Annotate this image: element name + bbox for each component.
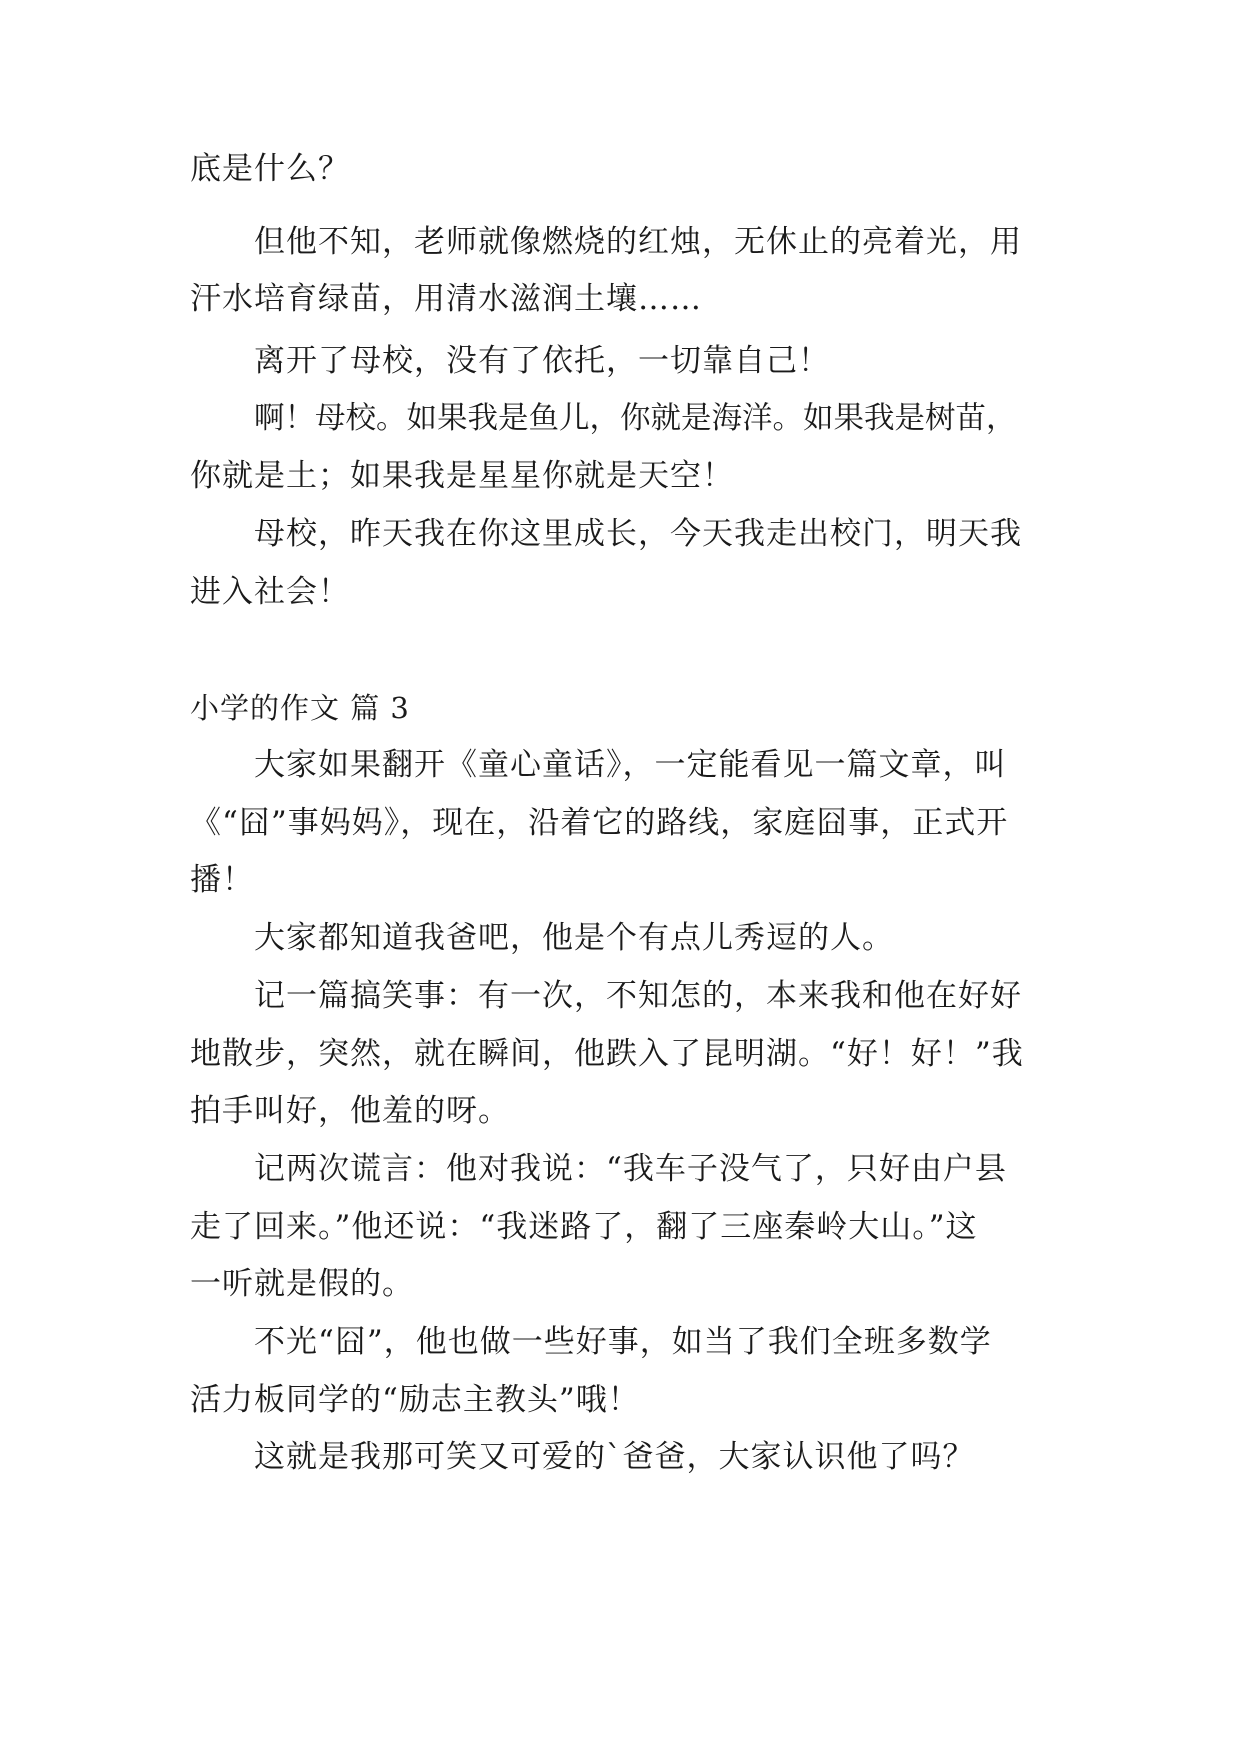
paragraph-line: 地散步，突然，就在瞬间，他跌入了昆明湖。“好！好！”我 [190,1036,1024,1072]
paragraph-line: 活力板同学的“励志主教头”哦！ [190,1382,640,1418]
paragraph-line: 母校，昨天我在你这里成长，今天我走出校门，明天我 [254,516,1022,552]
paragraph-line: 《“囧”事妈妈》，现在，沿着它的路线，家庭囧事，正式开 [190,805,1009,841]
paragraph-line: 但他不知，老师就像燃烧的红烛，无休止的亮着光，用 [254,224,1022,260]
paragraph-line: 不光“囧”，他也做一些好事，如当了我们全班多数学 [254,1324,992,1360]
paragraph-line: 进入社会！ [190,574,350,610]
paragraph-line: 你就是土；如果我是星星你就是天空！ [190,458,734,494]
paragraph-line: 播！ [190,862,254,898]
paragraph-line: 记一篇搞笑事：有一次，不知怎的，本来我和他在好好 [254,978,1022,1014]
paragraph-line: 记两次谎言：他对我说：“我车子没气了，只好由户县 [254,1151,1007,1187]
text-line: 底是什么？ [190,151,350,187]
paragraph-line: 一听就是假的。 [190,1266,414,1302]
paragraph-line: 汗水培育绿苗，用清水滋润土壤…… [190,281,702,317]
paragraph-line: 啊！母校。如果我是鱼儿，你就是海洋。如果我是树苗， [254,401,1017,436]
paragraph-line: 拍手叫好，他羞的呀。 [190,1093,510,1129]
paragraph-line: 走了回来。”他还说：“我迷路了，翻了三座秦岭大山。”这 [190,1209,978,1245]
section-title: 小学的作文 篇 3 [190,691,410,725]
paragraph-line: 这就是我那可笑又可爱的`爸爸，大家认识他了吗？ [254,1439,975,1475]
paragraph-line: 离开了母校，没有了依托，一切靠自己！ [254,343,830,379]
paragraph-line: 大家都知道我爸吧，他是个有点儿秀逗的人。 [254,920,894,956]
paragraph-line: 大家如果翻开《童心童话》，一定能看见一篇文章，叫 [254,747,1007,783]
